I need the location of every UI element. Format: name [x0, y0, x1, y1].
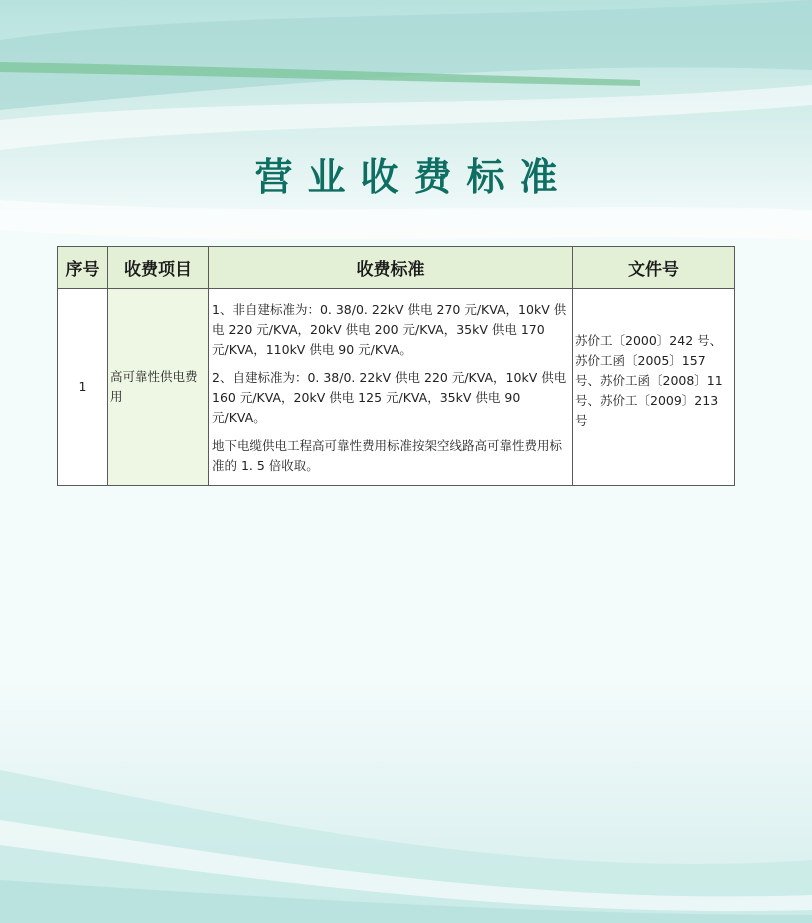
fee-table: [57, 246, 735, 486]
table-header-row: [58, 247, 735, 289]
header-seq: 序号: [58, 247, 108, 289]
document-number-text: 苏价工〔2000〕242 号、苏价工函〔2005〕157 号、苏价工函〔2008〕11 号、苏价工〔2009〕213 号: [575, 333, 723, 428]
table-row: [58, 289, 735, 486]
header-standard: 收费标准: [209, 247, 573, 289]
cell-seq: 1: [58, 289, 108, 486]
header-document: 文件号: [573, 247, 735, 289]
cell-standard: [209, 289, 573, 486]
cell-item: 高可靠性供电费用: [108, 289, 209, 486]
page-title: 营业收费标准: [254, 154, 573, 199]
standard-paragraph: 地下电缆供电工程高可靠性费用标准按架空线路高可靠性费用标准的 1. 5 倍收取。: [212, 437, 563, 473]
header-item: 收费项目: [108, 247, 209, 289]
cell-document: [573, 289, 735, 486]
standard-paragraph: 2、自建标准为：0. 38/0. 22kV 供电 220 元/KVA，10kV 供电 160 元/KVA，20kV 供电 125 元/KVA，35kV 供电 90 元/KVA。: [212, 369, 567, 425]
standard-paragraph: 1、非自建标准为：0. 38/0. 22kV 供电 270 元/KVA，10kV 供电 220 元/KVA，20kV 供电 200 元/KVA，35kV 供电 170 元/KVA，110kV 供电 90 元/KVA。: [212, 301, 567, 357]
